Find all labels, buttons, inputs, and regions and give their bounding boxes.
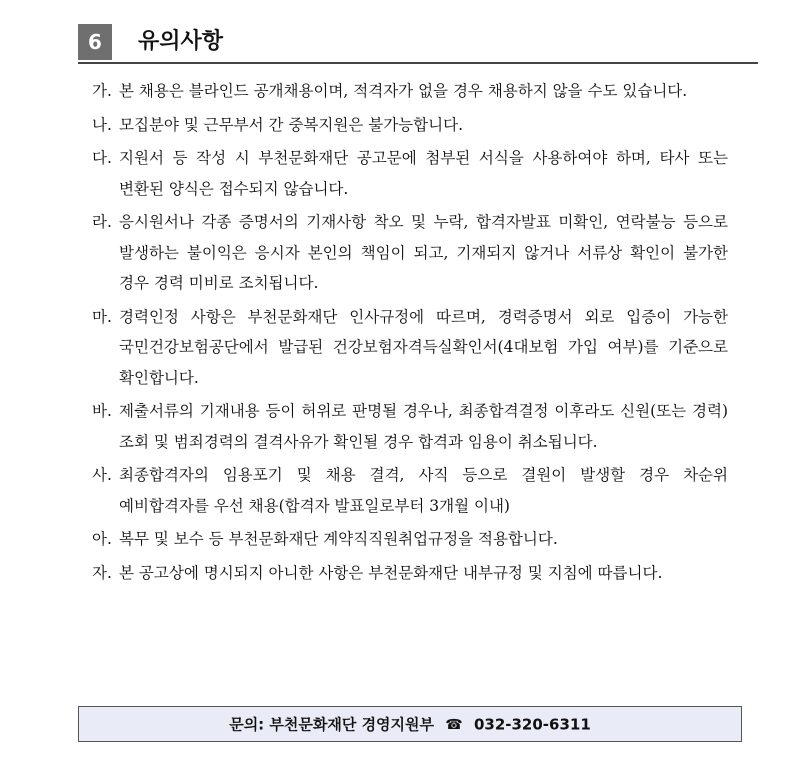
note-text: 응시원서나 각종 증명서의 기재사항 착오 및 누락, 합격자발표 미확인, 연락불능 등으로 발생하는 불이익은 응시자 본인의 책임이 되고, 기재되지 않거나 서류상 확인이 불가한 경우 경력 미비로 조치됩니다. [119,213,728,292]
note-item-ma [92,302,728,394]
note-item-ga [92,76,728,107]
inquiry-box [78,706,742,742]
note-text: 제출서류의 기재내용 등이 허위로 판명될 경우나, 최종합격결정 이후라도 신원(또는 경력)조회 및 범죄경력의 결격사유가 확인될 경우 합격과 임용이 취소됩니다. [119,402,728,451]
note-item-na [92,110,728,141]
notes-list [92,76,728,591]
section-number-badge: 6 [78,24,112,60]
section-header [78,22,758,64]
note-marker: 마. [92,307,112,326]
note-item-ja [92,558,728,589]
note-marker: 나. [92,115,112,134]
inquiry-label: 문의: 부천문화재단 경영지원부 [229,715,435,734]
note-marker: 다. [92,149,112,167]
note-text: 경력인정 사항은 부천문화재단 인사규정에 따르며, 경력증명서 외로 입증이 가능한 국민건강보험공단에서 발급된 건강보험자격득실확인서(4대보험 가입 여부)를 기준으로 확인합니다. [119,307,728,387]
note-marker: 라. [92,213,112,231]
note-text: 본 채용은 블라인드 공개채용이며, 적격자가 없을 경우 채용하지 않을 수도 있습니다. [119,82,688,100]
note-text: 최종합격자의 임용포기 및 채용 결격, 사직 등으로 결원이 발생할 경우 차순위 예비합격자를 우선 채용(합격자 발표일로부터 3개월 이내) [119,466,728,515]
note-text: 모집분야 및 근무부서 간 중복지원은 불가능합니다. [119,115,463,134]
section-divider [78,62,758,64]
note-text: 본 공고상에 명시되지 아니한 사항은 부천문화재단 내부규정 및 지침에 따릅니다. [119,563,663,582]
note-item-ra [92,207,728,299]
note-item-da [92,143,728,204]
note-item-ba [92,396,728,457]
section-title: 유의사항 [138,29,224,54]
note-marker: 사. [92,466,112,484]
note-marker: 바. [92,402,112,420]
note-text: 지원서 등 작성 시 부천문화재단 공고문에 첨부된 서식을 사용하여야 하며, 타사 또는 변환된 양식은 접수되지 않습니다. [119,149,728,198]
note-marker: 아. [92,530,112,548]
note-marker: 가. [92,82,112,100]
inquiry-phone: 032-320-6311 [473,715,591,734]
note-marker: 자. [92,563,112,582]
note-text: 복무 및 보수 등 부천문화재단 계약직직원취업규정을 적용합니다. [119,530,558,548]
note-item-sa [92,460,728,521]
phone-icon: ☎ [445,716,463,733]
note-item-a [92,524,728,555]
